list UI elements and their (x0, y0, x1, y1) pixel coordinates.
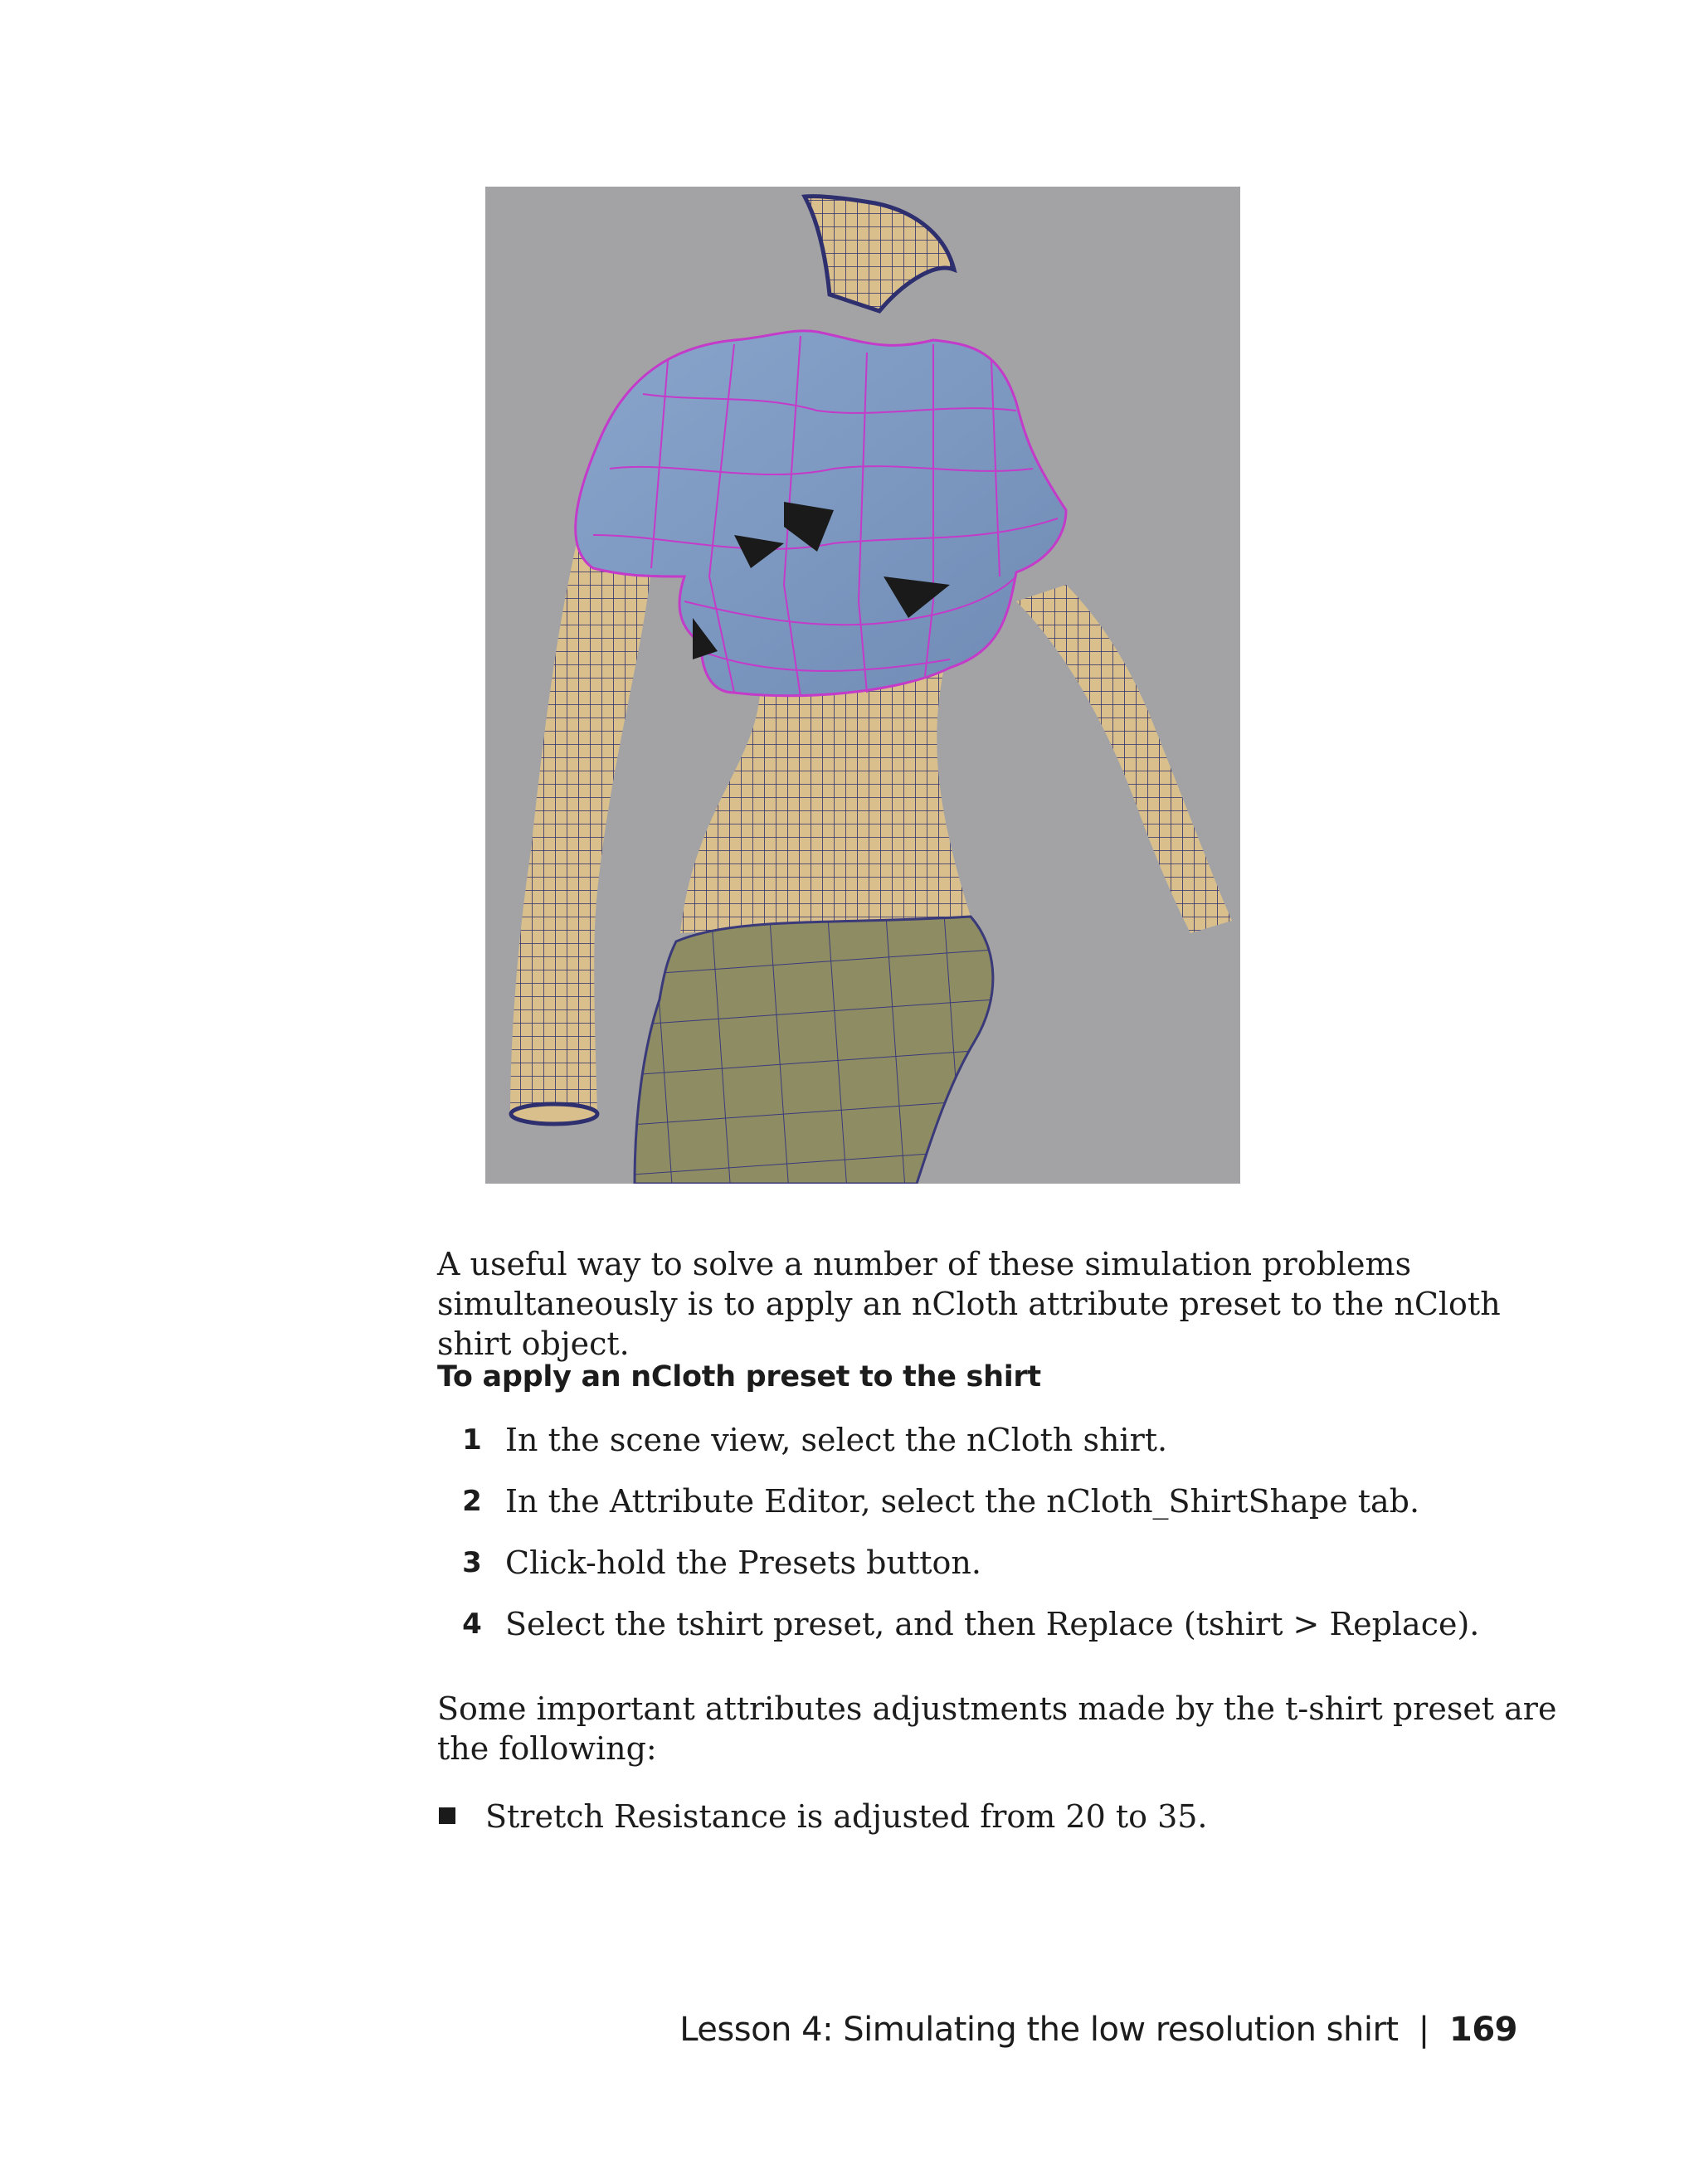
intro-paragraph: A useful way to solve a number of these simulation problems simultaneously is to apply an nCloth attribute preset to the nCloth shirt object. (437, 1246, 1501, 1362)
step-number: 3 (462, 1546, 482, 1579)
step-text: In the Attribute Editor, select the nCloth_ShirtShape tab. (505, 1483, 1420, 1520)
step-number: 4 (462, 1608, 482, 1641)
footer-separator: | (1418, 2011, 1429, 2049)
step-text: Select the tshirt preset, and then Replace (tshirt > Replace). (505, 1606, 1480, 1642)
shirt-render-image (485, 187, 1240, 1184)
ncloth-shirt-figure (485, 187, 1240, 1184)
procedure-heading: To apply an nCloth preset to the shirt (437, 1360, 1041, 1394)
attributes-intro-paragraph: Some important attributes adjustments made by the t-shirt preset are the following: (437, 1690, 1557, 1767)
bullet-text: Stretch Resistance is adjusted from 20 to 35. (485, 1798, 1208, 1835)
footer-lesson-title: Lesson 4: Simulating the low resolution shirt (679, 2011, 1399, 2049)
page-footer (679, 2011, 1517, 2049)
step-text: In the scene view, select the nCloth shirt. (505, 1422, 1168, 1458)
step-number: 1 (462, 1423, 482, 1457)
step-number: 2 (462, 1485, 482, 1518)
page-number: 169 (1449, 2011, 1517, 2049)
step-text: Click-hold the Presets button. (505, 1544, 981, 1581)
square-bullet-icon (439, 1807, 455, 1824)
